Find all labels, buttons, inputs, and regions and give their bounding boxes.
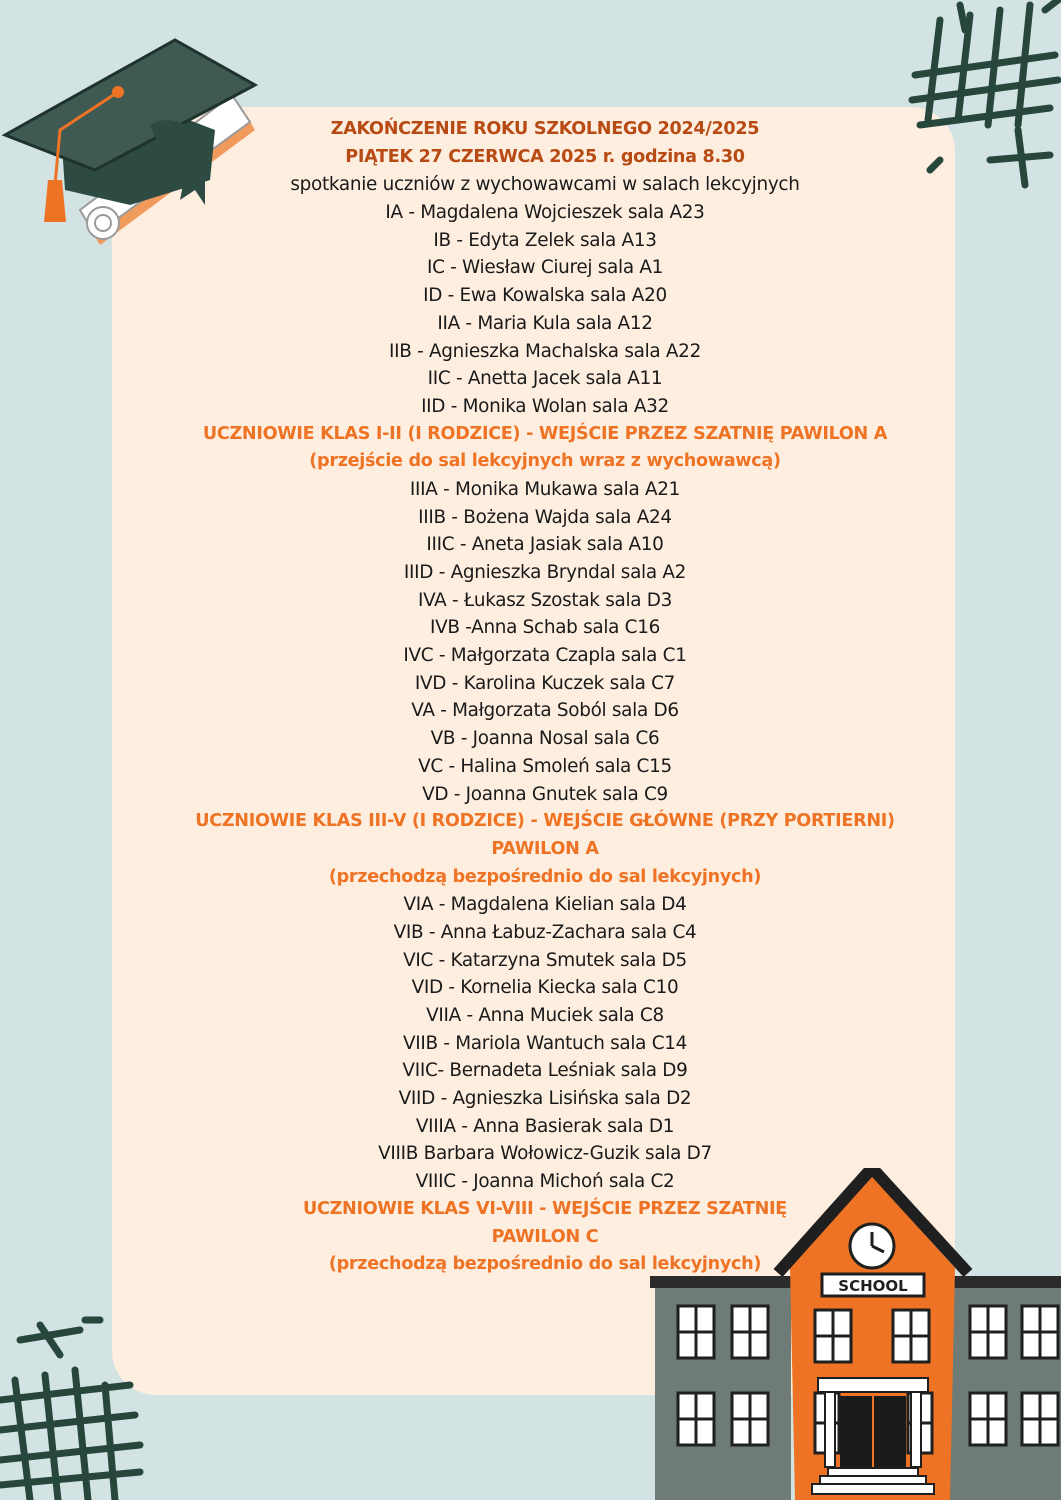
date-line: PIĄTEK 27 CZERWCA 2025 r. godzina 8.30 [345,146,745,167]
notice-line: (przechodzą bezpośrednio do sal lekcyjnych) [328,866,762,887]
list-item: VIID - Agnieszka Lisińska sala D2 [398,1088,692,1110]
list-item: ID - Ewa Kowalska sala A20 [423,285,667,307]
list-item: IIID - Agnieszka Bryndal sala A2 [403,562,687,583]
list-item: VIIA - Anna Muciek sala C8 [426,1005,664,1026]
list-item: IIB - Agnieszka Machalska sala A22 [389,340,701,362]
list-item: IVC - Małgorzata Czapla sala C1 [403,645,687,667]
title-line: ZAKOŃCZENIE ROKU SZKOLNEGO 2024/2025 [330,119,760,139]
doodle-grid-icon [0,1300,150,1500]
list-item: IB - Edyta Zelek sala A13 [433,229,657,251]
notice-line: (przechodzą bezpośrednio do sal lekcyjnych) [328,1254,762,1275]
list-item: VIA - Magdalena Kielian sala D4 [403,894,687,916]
list-item: IIIB - Bożena Wajda sala A24 [418,506,672,528]
list-item: IVA - Łukasz Szostak sala D3 [417,589,673,611]
notice-line: PAWILON C [491,1226,599,1247]
list-item: VIIIC - Joanna Michoń sala C2 [415,1171,675,1193]
notice-line: (przejście do sal lekcyjnych wraz z wychowawcą) [309,451,781,472]
list-item: VIIIA - Anna Basierak sala D1 [415,1115,675,1137]
list-item: VIIC- Bernadeta Leśniak sala D9 [402,1060,688,1082]
list-item: VD - Joanna Gnutek sala C9 [422,783,668,805]
list-item: IIIC - Aneta Jasiak sala A10 [426,534,664,556]
list-item: IVB -Anna Schab sala C16 [429,617,661,639]
list-item: VB - Joanna Nosal sala C6 [430,728,660,750]
notice-line: UCZNIOWIE KLAS III-V (I RODZICE) - WEJŚCIE GŁÓWNE (PRZY PORTIERNI) [195,811,895,832]
list-item: VIIIB Barbara Wołowicz-Guzik sala D7 [378,1143,712,1165]
list-item: IIC - Anetta Jacek sala A11 [427,368,663,390]
list-item: IIA - Maria Kula sala A12 [437,312,653,334]
list-item: VIC - Katarzyna Smutek sala D5 [403,949,687,971]
list-item: IIIA - Monika Mukawa sala A21 [409,478,681,500]
notice-line: UCZNIOWIE KLAS I-II (I RODZICE) - WEJŚCIE PRZEZ SZATNIĘ PAWILON A [202,423,888,444]
list-item: IVD - Karolina Kuczek sala C7 [414,672,676,694]
list-item: IA - Magdalena Wojcieszek sala A23 [385,202,705,224]
list-item: VA - Małgorzata Soból sala D6 [411,700,679,722]
list-item: IID - Monika Wolan sala A32 [421,395,669,417]
list-item: IC - Wiesław Ciurej sala A1 [426,257,664,279]
list-item: VID - Kornelia Kiecka sala C10 [411,977,679,999]
notice-line: UCZNIOWIE KLAS VI-VIII - WEJŚCIE PRZEZ SZATNIĘ [302,1198,788,1219]
list-item: VIIB - Mariola Wantuch sala C14 [402,1032,688,1054]
list-item: VC - Halina Smoleń sala C15 [418,755,672,777]
list-item: VIB - Anna Łabuz-Zachara sala C4 [393,921,697,943]
announcement-text [112,116,978,1279]
notice-line: PAWILON A [491,838,599,859]
intro-line: spotkanie uczniów z wychowawcami w salach lekcyjnych [290,174,800,196]
school-sign: SCHOOL [838,1277,908,1295]
